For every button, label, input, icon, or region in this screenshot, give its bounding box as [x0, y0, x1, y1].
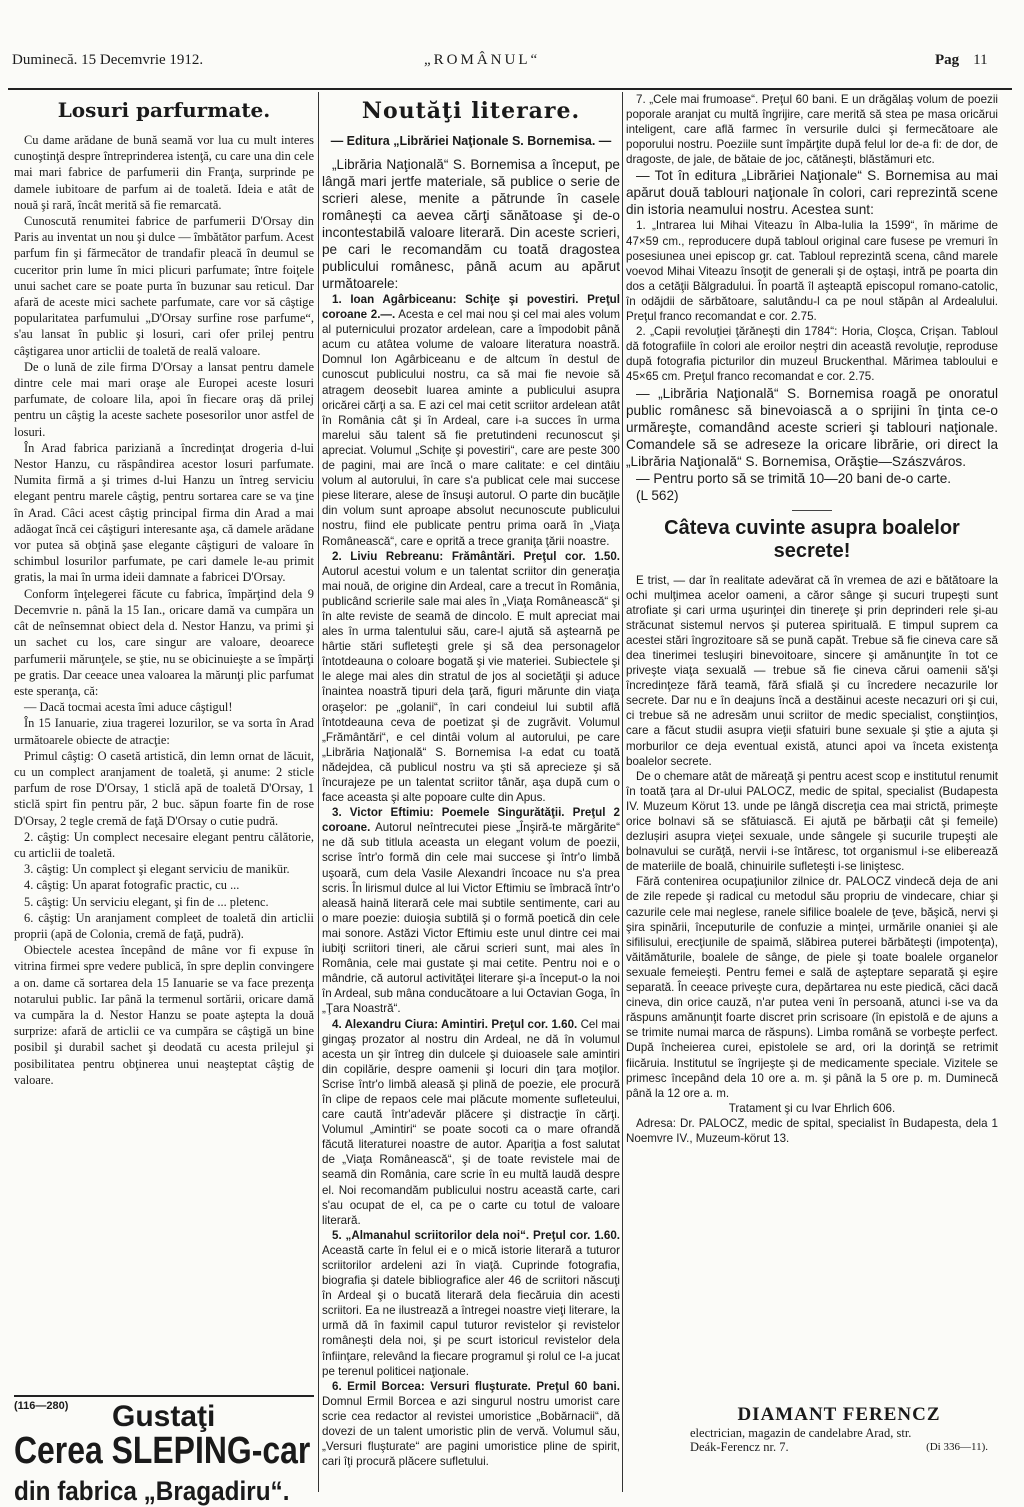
book-title: 3. Victor Eftimiu: Poemele Singurătăţii. Preţul 2 coroane. [322, 806, 620, 835]
ad-reference: (Di 336—11). [926, 1441, 988, 1453]
article-paragraph: 3. câştig: Un complect şi elegant serviciu de manikür. [24, 862, 290, 877]
ad-line-2 [690, 1440, 988, 1454]
announcement-paragraph: — Pentru porto să se trimită 10—20 bani de-o carte. [636, 470, 952, 486]
book-title: 4. Alexandru Ciura: Amintiri. Preţul cor. 1.60. [332, 1017, 578, 1031]
page-label: Pag [935, 52, 960, 68]
article-paragraph: De o lună de zile firma D'Orsay a lansat pentru damele dintre cele mai mari oraşe ale Europei aceste losuri parfumate, de coloare lila, apoi în fiecare oraş dă prilej pentru un câştig la aceste sachete posesorilor unor astfel de losuri. [14, 359, 314, 439]
announcement-paragraph: — Tot în editura „Librăriei Naţionale“ S. Bornemisa au mai apărut două tablouri naţionale în colori, cari reprezintă scene din istoria neamului nostru. Acestea sunt: [626, 168, 998, 218]
article-paragraph: 5. câştig: Un serviciu elegant, şi fin de ... pletenc. [24, 894, 269, 909]
book-title: 6. Ermil Borcea: Versuri fluşturate. Preţul 60 bani. [332, 1379, 620, 1393]
article-intro: „Librăria Naţională“ S. Bornemisa a început, pe lângă mari jertfe materiale, să publice o serie de scrieri alese, menite a pătrunde în casele românești ca aevea cărţi sănătoase şi de-o incontestabilă valoare literară. Din aceste scrieri, pe cari le recomandăm cu toată dragostea publicului românesc, până acum au apărut următoarele: [322, 157, 620, 291]
reference-code: (L 562) [636, 487, 679, 503]
advertisement-diamant [690, 1404, 988, 1474]
advertisement-gustati [14, 1400, 314, 1506]
page-header [0, 40, 1024, 80]
book-entry [322, 549, 620, 806]
ad-line-1: Gustaţi [112, 1400, 216, 1433]
column-divider-2 [622, 92, 623, 1492]
book-title: 1. Ioan Agârbiceanu: Schiţe şi povestiri. Preţul coroane 2.—. [322, 293, 620, 322]
ad-divider [14, 1395, 314, 1397]
ad-reference: (116—280) [14, 1400, 69, 1412]
book-text: Acesta e cel mai nou şi cel mai ales volum al puternicului prozator ardelean, care a împodobit până acum cu atâtea volume de valoare literatura noastră. Domnul Ion Agârbiceanu e de altcum în destul de cunoscut publicului nostru, ca să mai fie nevoie să atragem deosebit luarea aminte a publicului asupra oricărei cărţi a sa. E azi cel mai cetit scriitor ardelean atât în România cât şi în Ardeal, care i-a succes în urma marelui său talent să fie pretutindeni recunoscut şi apreciat. Volumul „Schiţe şi povestiri“, care are peste 300 de pagini, mai are încă o mare calitate: e cel dintâiu volum al autorului, în care s'a publicat cele mai succese piese literare, alese de însuşi autorul. O parte din bucăţile din volum sunt aproape absolut necunoscute publicului nostru, fiind ele publicate pentru prima oară în „Viaţa Românească“, care e oprită a trece graniţa ţării noastre. [322, 308, 620, 548]
issue-date: Duminecă. 15 Decemvrie 1912. [12, 52, 204, 68]
book-text: Autorul neîntrecutei piese „Înşiră-te mărgărite“ ne dă sub titlula aceasta un elegant volum de poezii, scrise într'o formă din cele mai succese şi într'o limbă uşoară, cum dela Vasile Alexandri încoace nu s'a prea scris. În lirismul dulce al lui Victor Eftimiu se îmbracă într'o aleasă haină literară cele mai subtile sentimente, cari au o mare poezie: duioşia subtilă şi o formă poetică din cele mai sonore. Astăzi Victor Eftimiu este unul dintre cei mai iubiţi scriitori tineri, ale cărui scrieri sunt, mai ales în România, cele mai gustate şi mai cetite. Pentru noi e o mândrie, că autorul activităţei literare şi-a început-o la noi în Ardeal, sub mâna conducătoare a lui Octavian Goga, în „Ţara Noastră“. [322, 821, 620, 1016]
article-paragraph: 6. câştig: Un aranjament compleet de toaletă din articlii proprii (apă de Colonia, cremă de faţă, pudră). [14, 910, 314, 941]
article-title: Losuri parfurmate. [57, 98, 271, 122]
painting-entry: 2. „Capii revoluţiei ţărăneşti din 1784“: Horia, Cloşca, Crişan. Tabloul dă fotografiile în colori ale eroilor neştri din această revoluţie, reproduse după fotografia picturilor din muzeul Bruckenthal. Mărimea tabloului e 45×65 cm. Preţul franco recomandat e cor. 2.75. [626, 325, 998, 384]
article-paragraph: Cunoscută renumitei fabrice de parfumerii D'Orsay din Paris au inventat un nou şi dulce — îmbătător parfum. Acest parfum fin şi fărmecător de trandafir pleacă în deumul se cuceritor prin lume în mici plicuri parfumate; între foiţele unui sachet care se poate purta în buzunar sau reticul. Dar afară de aceste mici sachete parfumate, care vor să câştige popularitatea parfumului „D'Orsay surfine rose parfume“, s'au lansat în public şi losuri, cari ofer prilej pentru câştigarea unor articlii de toaletă de reală valoare. [14, 214, 314, 358]
page-number [935, 52, 988, 69]
article-paragraph: 2. câştig: Un complect necesaire elegant pentru călătorie, cu articlii de toaletă. [14, 829, 314, 860]
ad-headline: Câteva cuvinte asupra boalelor secrete! [664, 516, 960, 562]
article-paragraph: În 15 Ianuarie, ziua tragerei lozurilor, se va sorta în Arad următoarele obiecte de atracţie: [14, 716, 314, 747]
ad-paragraph: Adresa: Dr. PALOCZ, medic de spital, specialist în Budapesta, dela 1 Noemvre IV., Muzeum-körut 13. [626, 1116, 998, 1145]
ad-title: DIAMANT FERENCZ [737, 1404, 941, 1425]
page-number-value: 11 [973, 52, 988, 68]
article-column-noutati [322, 92, 620, 1492]
ad-address: Deák-Ferencz nr. 7. [690, 1440, 789, 1454]
article-paragraph: Obiectele acestea începând de mâne vor fi expuse în vitrina firmei spre vedere publică, în spre deplin convingere a on. dame că sortarea dela 15 Ianuarie se va face prezenţa notarului public. Iar până la termenul sortării, oricare damă va cumpăra la d. Nestor Hanzu se poate aştepta la două surprize: afară de articlii ce va cumpăra se câştigă un bine posibil şi durabil sachet şi deodată cu acesta prilejul şi posibilitatea pentru obţinerea unui neaşteptat câştig de valoare. [14, 943, 314, 1087]
book-title: 5. „Almanahul scriitorilor dela noi“. Preţul cor. 1.60. [332, 1228, 620, 1242]
ad-paragraph: E trist, — dar în realitate adevărat că în vremea de azi e bătătoare la ochi mulţimea acelor oameni, a căror sânge şi sucuri trupeşti sunt atrofiate şi cari urma uşurinţei din tinereţe şi prin deprinderi rele şi-au străcunat sistemul nervos şi puterea spirituală. E timpul suprem ca acestei stări îngrozitoare să se pună capăt. Trebue să fie cineva care să dea tinerimei tesluşiri binevoitoare, sincere şi amănunţite în tot ce priveşte viaţa sexuală — trebue să fie cineva cărui oamenii să'şi încredinţeze fără teamă, fără sfială şi cu încredere necazurile lor secrete. Dar nu e în deajuns încă a destăinui aceste necazuri ori şi cui, ci trebue să ne adresăm unui scriitor de medic specialist, conştiinţios, care a făcut studii asupra vieţii sfatuiri bune sexuale şi ştie a ajuta şi morburilor ce deja eventual există, atunci apoi va înceta existenţa boalelor secrete. [626, 573, 998, 768]
ad-line-3: din fabrica „Bragadiru“. [14, 1476, 290, 1506]
book-title: 2. Liviu Rebreanu: Frământări. Preţul cor. 1.50. [332, 549, 620, 563]
header-rule [8, 88, 1012, 90]
article-column-losuri [14, 92, 314, 1392]
ad-line-2: Cerea SLEPING-car [14, 1430, 311, 1472]
book-text: Această carte în felul ei e o mică istorie literară a tuturor scriitorilor ardeleni azi în viaţă. Cuprinde fotografia, biografia şi datele bibliografice aler 46 de scriitori născuţi în Ardeal şi o bucată literară dela fiecăruia din acesti scriitori. Ea ne ilustrează a întregei noastre vieţi literare, la urmă dă în faximil capul tuturor revistelor şi revistelor româneşti dela noi, şi pe scurt istoricul revistelor dela înfiinţare, relevând la fiecare programul şi rolul ce l-a jucat pe terenul politicei naţionale. [322, 1243, 620, 1378]
announcement-paragraph: — „Librăria Naţională“ S. Bornemisa roagă pe onoratul public românesc să binevoiască a o sprijini în ţinta ce-o urmăreşte, comandând aceste scrieri şi tablouri naţionale. Comandele să se adreseze la oricare librărie, ori direct la „Librăria Naţională“ S. Bornemisa, Orăştie—Szászváros. [626, 385, 998, 469]
article-paragraph: În Arad fabrica pariziană a încredinţat drogeria d-lui Nestor Hanzu, cu răspândirea acestor losuri parfumate. Numita firmă a şi trimes d-lui Hanzu un întreg serviciu elegant pentru marele câştig, pentru sortarea care se va ţine în Arad. Câci acest câştig principal firma din Arad a mai adăogat încă cei câştiguri interesante aşa, că damele arădane vor putea să obţină şase elegante câştiguri de valoare în schimbul losurilor parfumate, pe cari damele le-au primit gratis, la mai în urma ideii damnate a fabricei D'Orsay. [14, 440, 314, 585]
article-column-right [626, 92, 998, 1492]
article-title: Noutăţi literare. [361, 98, 581, 124]
painting-entry: 1. „Intrarea lui Mihai Viteazu în Alba-Iulia la 1599“, în mărime de 47×59 cm., reproducere după tabloul original care fusese pe vremuri în posesiunea unei episcop gr. cat. Tabloul reprezintă scena, când marele voevod Mihai Viteazu însoţit de generali şi de oştaşi, intră pe poarta din dos a cetăţii Bălgradului. În poartă îl aşteaptă episcopul romano-catolic, în odăjdii de sărbătoare, salutându-l ca pe noul stăpân al Ardealului. Preţul franco recomandat e cor. 2.75. [626, 219, 998, 324]
ad-paragraph: Tratament şi cu Ivar Ehrlich 606. [728, 1101, 896, 1115]
book-entry [322, 1379, 620, 1470]
article-paragraph: 4. câştig: Un aparat fotografic practic, cu ... [24, 878, 240, 893]
section-separator [792, 510, 832, 511]
book-entry: 7. „Cele mai frumoase“. Preţul 60 bani. E un drăgălaş volum de poezii poporale aranjat cu multă îngrijire, care merită să stea pe masa oricărui inteligent, care află farmec în versurile dulci şi fermecătoare ale poporului nostru. Poeziile sunt împărţite după felul lor de-a fi: de dor, de dragoste, de jale, de bătaie de joc, cătăneşti, blăstămuri etc. [626, 93, 998, 167]
book-text: Cel mai gingaş prozator al nostru din Ardeal, ne dă în volumul acesta un şir întreg din dulcele şi duioasele sale amintiri din copilărie, despre oamenii şi locuri din ţara moţilor. Scrise într'o limbă aleasă şi plină de poezie, ele procură în clipe de repaos cele mai plăcute momente sufleteului, care caută într'adevăr plăcere şi distracţie în cărţi. Volumul „Amintiri“ se poate socoti ca o mare ofrandă făcută literaturei noastre de autor. Apariţia a fost salutat de „Viaţa Românească“, şi de toate revistele mai de seamă din România, care scrie în eu multă laudă despre el. Noi recomandăm publicului nostru această carte, cari s'au ocupat de el, ca pe o carte cu totul de valoare literară. [322, 1017, 620, 1227]
ad-line: electrician, magazin de candelabre Arad, str. [690, 1426, 912, 1440]
article-paragraph: Primul câştig: O casetă artistică, din lemn ornat de lăcuit, cu un complect aranjament de toaletă, şi anume: 2 sticle parfum de rose D'Orsay, 1 sticlă apă de toaletă D'Orsay, 1 sticlă spirt fin pentru păr, 2 buc. săpun foarte fin de rose D'Orsay, 2 tegle cremă de faţă D'Orsay o cutie pudră. [14, 748, 314, 828]
article-paragraph: Conform înţelegerei făcute cu fabrica, împărţind dela 9 Decemvrie n. până la 15 Ian., oricare damă va cumpăra un cât de neînsemnat obiect dela d. Nestor Hanzu, va primi şi un sachet cu los, care singur are valoare, deoarece parfumerii mărunţele, se ştie, nu se obicinuieşte a se împărţi pe gratis. Dar ceeace unea valoarea la mărunţi plic parfumat este speranţa, că: [14, 586, 314, 698]
article-paragraph: — Dacă tocmai acesta îmi aduce câştigul! [24, 700, 233, 715]
book-entry [322, 1017, 620, 1228]
book-text: Autorul acestui volum e un talentat scriitor din generaţia mai nouă, de origine din Ardeal, care a trecut în România, publicând scrierile sale mai ales în „Viaţa Românească“ şi în alte reviste de seamă de dincolo. E mult apreciat mai ales în urma talentului său, care-l ajută să aştearnă pe hârtie stări sufleteşti grele şi să dea personagelor întotdeauna o coloare bogată şi vie materiei. Subiectele şi le alege mai ales din stratul de jos al societăţii şi aduce înaintea noastră tipuri dela ţară, figuri mărunte din viaţa oraşelor: pe „golanii“, în cari condeiul lui subtil află întotdeauna ceva de poetizat şi de zugrăvit. Volumul „Frământări“, e cel dintâi volum al autorului, pe care „Librăria Naţională“ S. Bornemisa l-a edat cu toată nădejdea, că publicul nostru va şti să aprecieze şi să încurajeze pe un talentat scriitor tânăr, aşa după cum o face aceasta şi alte popoare culte din Apus. [322, 564, 620, 805]
article-paragraph: Cu dame arădane de bună seamă vor lua cu mult interes cunoştinţă despre întreprinderea istenţă, cu care una din cele mai mari fabrice de parfumerii din Franţa, surprinde pe damele iubitoare de parfum ai de toaletă. Ideia e atât de nouă şi rară, încât merită să fie remarcată. [14, 133, 314, 212]
article-subtitle: — Editura „Librăriei Naţionale S. Bornemisa. — [330, 134, 612, 148]
book-text: Domnul Ermil Borcea e azi singurul nostru umorist care scrie cea redactor al revistei umoristice „Bobărnacii“, dă dovezi de un talent umoristic plin de vervă. Volumul său, „Versuri fluşturate“ are pagini umoristice pline de spirit, cari îţi procură plăcere sufletului. [322, 1394, 620, 1469]
newspaper-name: „ROMÂNUL“ [424, 52, 541, 68]
book-entry [322, 805, 620, 1016]
ad-paragraph: Fără contenirea ocupaţiunilor zilnice dr. PALOCZ vindecă deja de ani de zile repede şi radical cu metodul său propriu de vindecare, chiar şi cazurile cele mai neglese, ranele sifilice boalele de ţeve, băşică, nervi şi şira spinării, începuturile de confuzie a minţei, urmările onaniei şi ale sifilisului, erecţiunile de spaimă, slăbirea puterei bărbăteşti (impotenţa), văitămăturile, boalele de sânge, de piele şi toate boalele organelor sexuale femeieşti. Pentru femei e sală de aşteptare separată şi eşire separată. În ceeace priveşte cura, depărtarea nu este piedică, căci dacă cineva, din orice cauză, n'ar putea veni în persoană, atunci i-se va da răspuns amănunţit foarte discret prin scrisoare (în epistolă e de ajuns a se trimite numai marca de răspuns). Limba română se vorbeşte perfect. După încheierea curei, epistolele se ard, ori la dorinţă se retrimit fiicăruia. Institutul se îngrijeşte şi de medicamente speciale. Vizitele se primesc începând dela 10 ore a. m. şi până la 5 ore p. m. Duminecă până la 12 ore a. m. [626, 875, 998, 1100]
ad-paragraph: De o chemare atât de măreaţă şi pentru acest scop e institutul renumit în toată ţara al Dr-ului PALOCZ, medic de spital, specialist (Budapesta IV. Muzeum Körut 13. unde pe lângă discreţia cea mai strictă, primeşte orice bolnavi să se sfătuiască. Ei ajută pe bărbaţii cât şi femeile) dezlușiri asupra vieţei sexuale, unde sângele şi sucurile trupeşti ale bolnavului se curăţă, nervii i-se întăresc, tot organismul i-se eliberează de materiile de boală, chinuirile sufleteşti i-se liniştesc. [626, 769, 998, 874]
book-entry [322, 1228, 620, 1379]
column-divider-1 [318, 92, 319, 1492]
book-entry [322, 292, 620, 549]
